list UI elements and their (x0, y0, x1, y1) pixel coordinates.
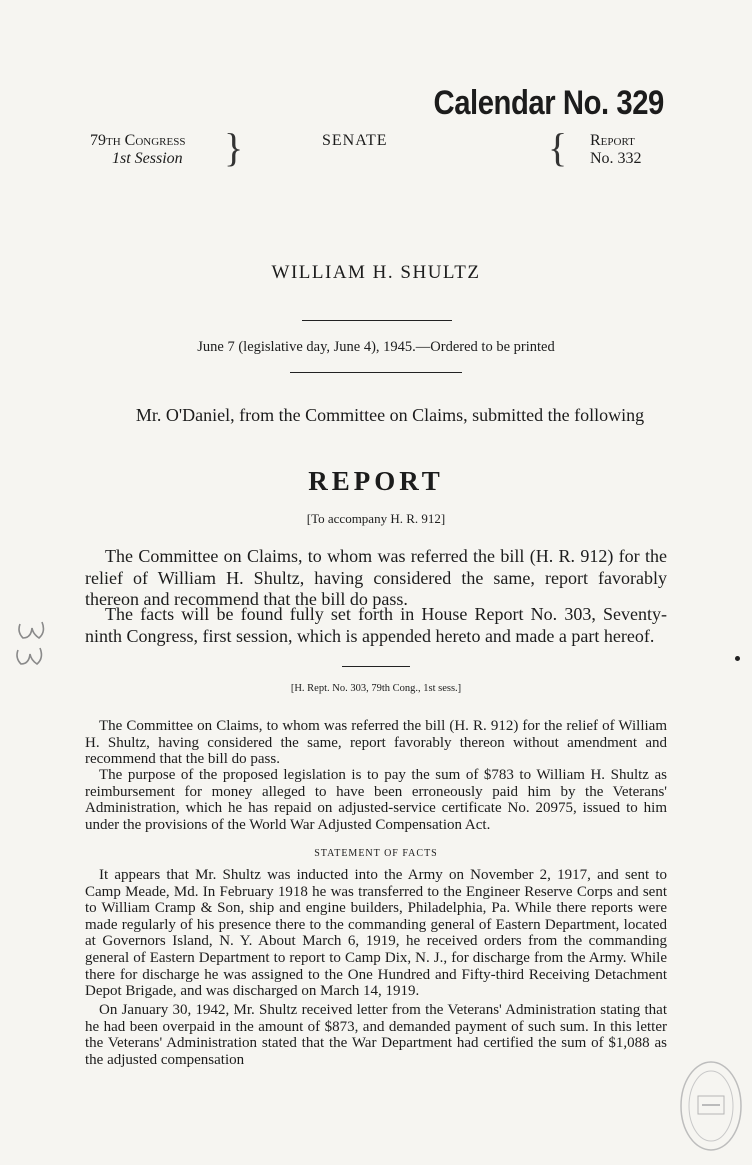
dateline-rule (290, 372, 462, 373)
submitter-line: Mr. O'Daniel, from the Committee on Claims, submitted the following (135, 405, 645, 425)
facts-paragraph: It appears that Mr. Shultz was inducted into the Army on November 2, 1917, and sent to Camp Meade, Md. In February 1918 he was transferred to the Engineer Reserve Corps and sent to William Cramp & Son, ship and engine builders, Philadelphia, Pa. While there reports were made regularly of his presence there to the commanding general of Eastern Department, located at Governors Island, N. Y. About March 6, 1919, he received orders from the commanding general of Eastern Department to report to Camp Dix, N. J., for discharge from the Army. While there for discharge he was assigned to the One Hundred and Fifty-third Receiving Detachment Depot Brigade, and was discharged on March 14, 1919. (85, 867, 667, 1000)
senate-paragraph: The Committee on Claims, to whom was referred the bill (H. R. 912) for the relief of William H. Shultz, having considered the same, report favorably thereon and recommend that the bill do pass. (85, 546, 667, 609)
calendar-number: Calendar No. 329 (433, 84, 664, 122)
house-paragraph: The purpose of the proposed legislation is to pay the sum of $783 to William H. Shultz as reimbursement for money alleged to have been erroneously paid him by the Veterans' Administration, which he has repaid on adjusted-service certificate No. 20975, issued to him under the provisions of the World War Adjusted Compensation Act. (85, 767, 667, 833)
facts-paragraph: On January 30, 1942, Mr. Shultz received letter from the Veterans' Administration stating that he had been overpaid in the amount of $873, and demanded payment of such sum. In this letter the Veterans' Administration stated that the War Department had certified the sum of $1,088 as the adjusted compensation (85, 1002, 667, 1068)
report-number: No. 332 (590, 150, 642, 167)
house-paragraph: The Committee on Claims, to whom was referred the bill (H. R. 912) for the relief of William H. Shultz, having considered the same, report favorably thereon without amendment and recommend that the bill do pass. (85, 718, 667, 768)
title-rule (302, 320, 452, 321)
bill-title: WILLIAM H. SHULTZ (271, 262, 481, 283)
report-heading: REPORT (308, 466, 444, 496)
accompany-note: [To accompany H. R. 912] (306, 511, 446, 526)
senate-paragraph: The facts will be found fully set forth in House Report No. 303, Seventy-ninth Congress, first session, which is appended hereto and made a part hereof. (85, 604, 667, 646)
right-brace: { (548, 125, 568, 170)
chamber-label: SENATE (322, 132, 388, 149)
handwritten-marginalia (8, 616, 48, 676)
dateline: June 7 (legislative day, June 4), 1945.—Ordered to be printed (197, 339, 555, 355)
section-rule (342, 666, 410, 667)
left-brace: } (224, 125, 244, 170)
session-label: 1st Session (112, 150, 183, 167)
report-label: Report (590, 132, 635, 149)
congress-block (90, 132, 185, 168)
house-report-reference: [H. Rept. No. 303, 79th Cong., 1st sess.] (290, 683, 462, 694)
margin-dot (735, 656, 740, 661)
library-stamp (676, 1058, 746, 1153)
report-block (590, 132, 642, 168)
congress-label: 79th Congress (90, 132, 186, 149)
statement-of-facts-heading: STATEMENT OF FACTS (314, 848, 438, 859)
